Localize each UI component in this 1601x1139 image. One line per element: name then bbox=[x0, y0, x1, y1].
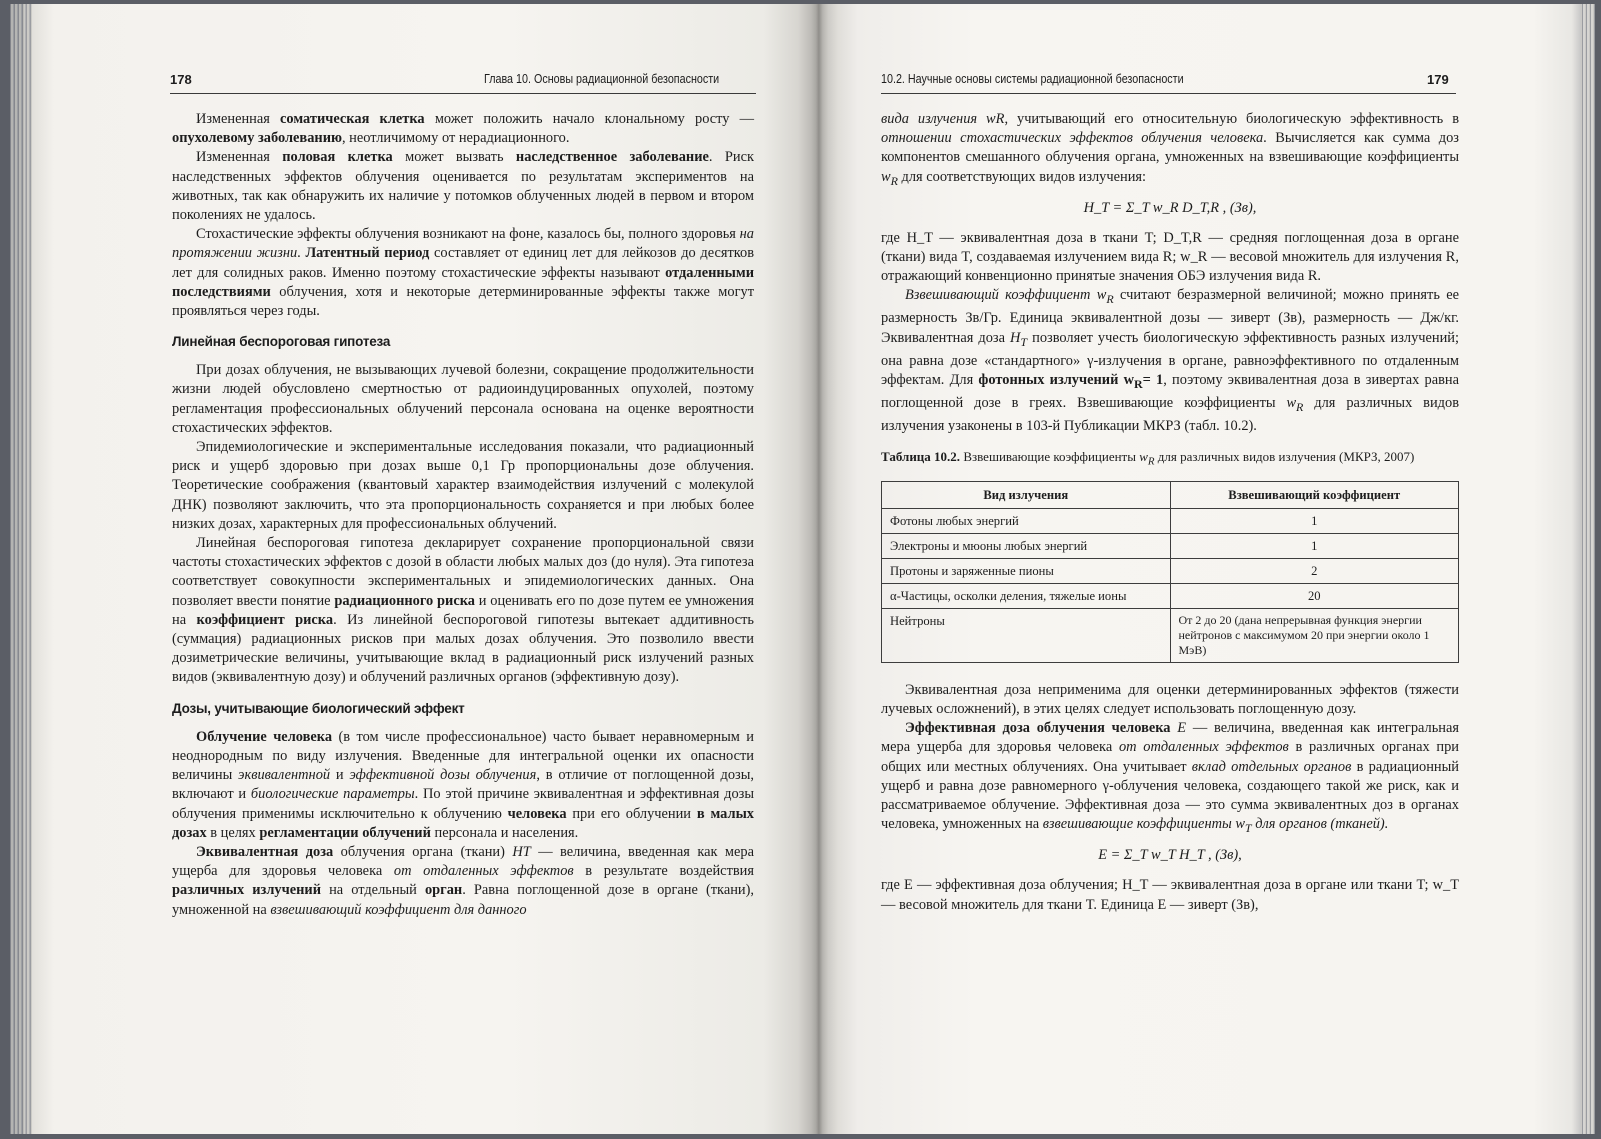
page-edges-left bbox=[10, 4, 32, 1134]
paragraph: Облучение человека (в том числе профессиональное) часто бывает неравномерным и неоднородным по виду излучения. Введенные для интегральной оценки их опасности величины эквивалентной и эффективной дозы облучения, в отличие от поглощенной дозы, включают и биологические параметры. По этой причине эквивалентная и эффективная дозы облучения применимы исключительно к облучению человека при его облучении в малых дозах в целях регламентации облучений персонала и населения. bbox=[172, 728, 755, 841]
paragraph: Эпидемиологические и экспериментальные исследования показали, что радиационный риск и ущерб здоровью при дозах выше 0,1 Гр пропорциональны дозе облучения. Теоретические соображения (квантовый характер взаимодействия излучений с молекулой ДНК) позволяют заключить, что эта пропорциональность сохраняется и при любых более низких дозах, характерных для профессиональных облучений. bbox=[172, 439, 754, 532]
paragraph: где H_T — эквивалентная доза в ткани T; D_T,R — средняя поглощенная доза в органе (ткани) вида T, создаваемая излучением вида R; w_R — весовой множитель для излучения R, отражающий конвенционно принятые значения ОБЭ излучения вида R. bbox=[881, 229, 1459, 285]
table-cell: α-Частицы, осколки деления, тяжелые ионы bbox=[882, 583, 1171, 608]
paragraph: При дозах облучения, не вызывающих лучевой болезни, сокращение продолжительности жизни людей обусловлено смертностью от радиоиндуцированных опухолей, поэтому регламентация профессиональных облучений персонала основана на оценке вероятности стохастических эффектов. bbox=[172, 362, 754, 436]
paragraph: Измененная соматическая клетка может положить начало клональному росту — опухолевому заболеванию, неотличимому от нерадиационного. bbox=[172, 111, 754, 147]
header-rule bbox=[170, 93, 756, 94]
table-cell: 20 bbox=[1170, 583, 1459, 608]
book-spread bbox=[10, 4, 1595, 1134]
paragraph: Стохастические эффекты облучения возникают на фоне, казалось бы, полного здоровья на протяжении жизни. Латентный период составляет от единиц лет для лейкозов до десятков лет для солидных раков. Именно поэтому стохастические эффекты называют отдаленными последствиями облучения, хотя и некоторые детерминированные эффекты также могут проявляться через годы. bbox=[172, 226, 755, 320]
paragraph: Эффективная доза облучения человека E — величина, введенная как интегральная мера ущерба для здоровья человека от отдаленных эффектов в различных органах при общих или местных облучениях. Она учитывает вклад отдельных органов в радиационный ущерб и равна дозе равномерного γ-облучения человека, создающего такой же риск, как и рассматриваемое облучение. Эффективная доза — это сумма эквивалентных доз в органах человека, умноженных на взвешивающие коэффициенты $w_T$ для органов (тканей). bbox=[881, 720, 1459, 836]
paragraph: где E — эффективная доза облучения; H_T — эквивалентная доза в органе или ткани T; w_T — весовой множитель для ткани T. Единица E — зиверт (Зв), bbox=[881, 877, 1459, 913]
formula-effective-dose: E = Σ_T w_T H_T , (Зв), bbox=[1098, 847, 1242, 864]
right-column bbox=[881, 110, 1459, 915]
gutter-shadow bbox=[798, 4, 838, 1134]
table-cell: Протоны и заряженные пионы bbox=[882, 558, 1171, 583]
table-cell: 1 bbox=[1170, 533, 1459, 558]
page-number: 179 bbox=[1427, 72, 1449, 87]
paragraph: вида излучения wR, учитывающий его относительную биологическую эффективность в отношении стохастических эффектов облучения человека. Вычисляется как сумма доз компонентов смешанного облучения органа, умноженных на взвешивающие коэффициенты $w_R$ для соответствующих видов излучения: bbox=[881, 111, 1459, 188]
table-row bbox=[882, 508, 1459, 533]
table-row bbox=[882, 558, 1459, 583]
table-cell: Фотоны любых энергий bbox=[882, 508, 1171, 533]
running-head: Глава 10. Основы радиационной безопасности bbox=[484, 72, 720, 86]
page-number: 178 bbox=[170, 72, 192, 87]
table-header-row bbox=[882, 481, 1459, 508]
table-cell: 1 bbox=[1170, 508, 1459, 533]
paragraph: Линейная беспороговая гипотеза декларирует сохранение пропорциональной связи частоты стохастических эффектов с дозой в области любых малых доз (до нуля). Эта гипотеза соответствует совокупности экспериментальных и эпидемиологических данных. Она позволяет ввести понятие радиационного риска и оценивать его по дозе путем ее умножения на коэффициент риска. Из линейной беспороговой гипотезы вытекает аддитивность (суммация) радиационных рисков при малых дозах облучения. Это позволило ввести дозиметрические величины, учитывающие вклад в радиационный риск излучений разных видов (эквивалентную дозу) и облучений различных органов (эффективную дозу). bbox=[172, 535, 754, 686]
table-cell: Нейтроны bbox=[882, 608, 1171, 662]
column-header: Вид излучения bbox=[882, 481, 1171, 508]
column-header: Взвешивающий коэффициент bbox=[1170, 481, 1459, 508]
table-row bbox=[882, 533, 1459, 558]
paragraph: Измененная половая клетка может вызвать наследственное заболевание. Риск наследственных эффектов облучения оценивается по результатам экспериментов на животных, так как обнаружить их наличие у потомков облученных людей в первом и втором поколениях не удалось. bbox=[172, 149, 754, 224]
section-heading: Дозы, учитывающие биологический эффект bbox=[172, 700, 465, 716]
section-heading: Линейная беспороговая гипотеза bbox=[172, 334, 391, 350]
table-cell: Электроны и мюоны любых энергий bbox=[882, 533, 1171, 558]
page-edges-right bbox=[1581, 4, 1595, 1134]
paragraph: Эквивалентная доза неприменима для оценки детерминированных эффектов (тяжести лучевых осложнений), в этих целях следует использовать поглощенную дозу. bbox=[881, 681, 1459, 718]
table-cell: 2 bbox=[1170, 558, 1459, 583]
table-row bbox=[882, 583, 1459, 608]
left-column bbox=[172, 110, 754, 920]
paragraph: Эквивалентная доза облучения органа (ткани) HT — величина, введенная как мера ущерба для здоровья человека от отдаленных эффектов в результате воздействия различных излучений на отдельный орган. Равна поглощенной дозе в органе (ткани), умноженной на взвешивающий коэффициент для данного bbox=[172, 843, 754, 918]
weighting-factors-table bbox=[881, 481, 1459, 663]
table-cell: От 2 до 20 (дана непрерывная функция энергии нейтронов с максимумом 20 при энергии около 1 МэВ) bbox=[1170, 608, 1459, 662]
table-caption: Таблица 10.2. Взвешивающие коэффициенты $w_R$ для различных видов излучения (МКРЗ, 2007) bbox=[881, 449, 1415, 468]
formula-equivalent-dose: H_T = Σ_T w_R D_T,R , (Зв), bbox=[1083, 199, 1257, 216]
right-page bbox=[819, 4, 1595, 1134]
header-rule bbox=[881, 93, 1456, 94]
paragraph: Взвешивающий коэффициент $w_R$ считают безразмерной величиной; можно принять ее размерность Зв/Гр. Единица эквивалентной дозы — зиверт (Зв), размерность — Дж/кг. Эквивалентная доза $H_T$ позволяет учесть биологическую эффективность разных излучений; она равна дозе «стандартного» γ-излучения в органе, равноэффективного по отдаленным эффектам. Для фотонных излучений $w_R= 1$, поэтому эквивалентная доза в зивертах равна поглощенной дозе в греях. Взвешивающие коэффициенты $w_R$ для различных видов излучения узаконены в 103-й Публикации МКРЗ (табл. 10.2). bbox=[881, 287, 1459, 435]
left-page bbox=[24, 4, 819, 1134]
running-head: 10.2. Научные основы системы радиационной безопасности bbox=[881, 72, 1184, 86]
table-row bbox=[882, 608, 1459, 662]
